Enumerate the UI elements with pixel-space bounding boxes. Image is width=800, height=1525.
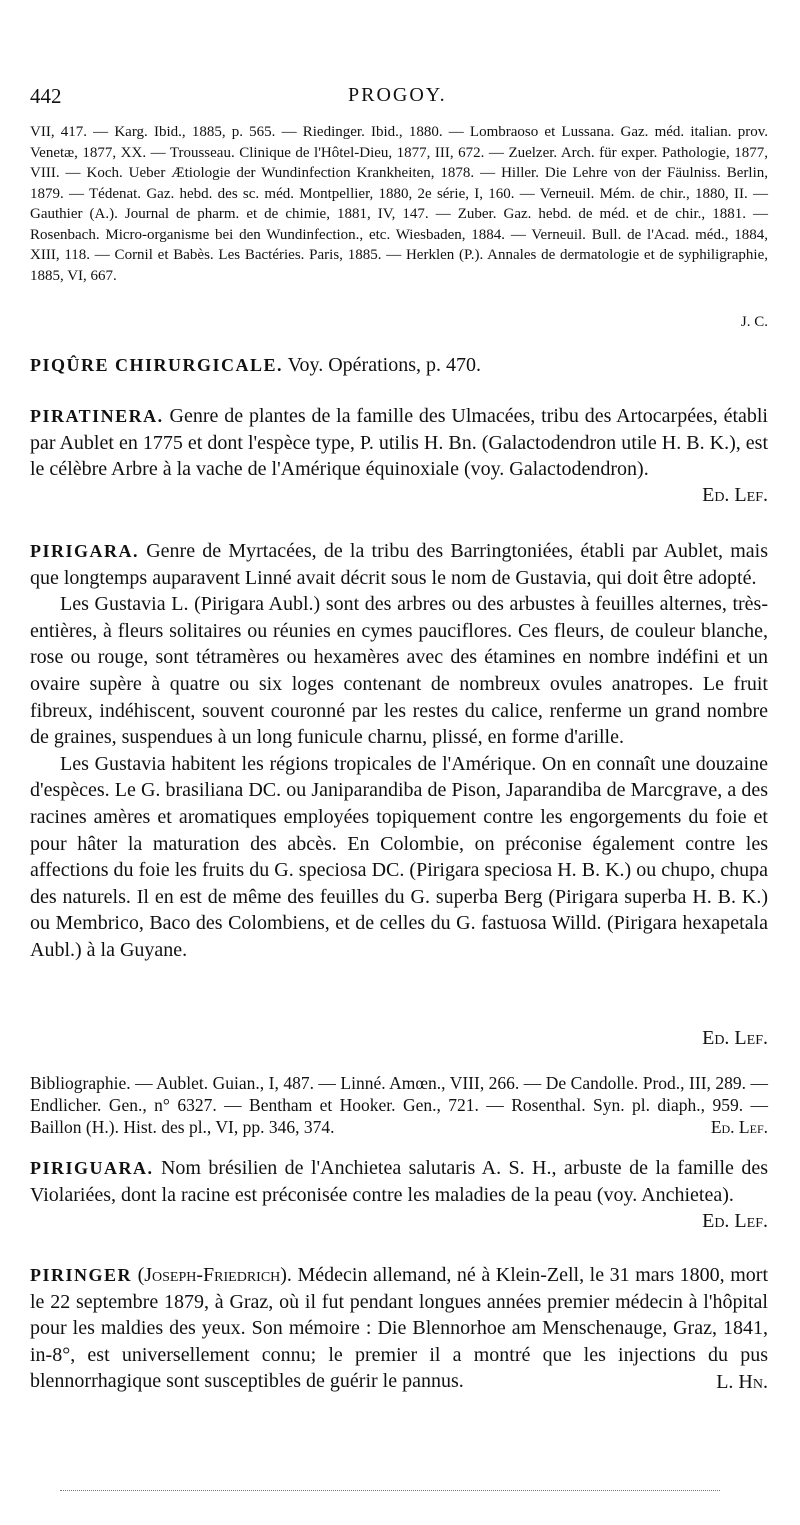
pirigara-p1-text: Genre de Myrtacées, de la tribu des Barringtoniées, établi par Aublet, mais que longtemps auparavent Linné avait décrit sous le nom de Gustavia, qui doit être adopté. <box>30 540 769 589</box>
piriguara-signature: Ed. Lef. <box>702 1210 768 1233</box>
entry-piratinera <box>30 403 768 509</box>
continuation-text: VII, 417. — Karg. Ibid., 1885, p. 565. — Riedinger. Ibid., 1880. — Lombraoso et Lussana. Gaz. méd. italian. prov. Venetæ, 1877, XX. — Trousseau. Clinique de l'Hôtel-Dieu, 1877, III, 672. — Zuelzer. Arch. für exper. Pathologie, 1877, VIII. — Koch. Ueber Ætiologie der Wundinfection Krankheiten, 1878. — Hiller. Die Lehre von der Fäulniss. Berlin, 1879. — Tédenat. Gaz. hebd. des sc. méd. Montpellier, 1880, 2e série, I, 160. — Verneuil. Mém. de chir., 1880, II. — Gauthier (A.). Journal de pharm. et de chimie, 1881, IV, 147. — Zuber. Gaz. hebd. de méd. et de chir., 1881. — Rosenbach. Micro-organisme bei den Wundinfection., etc. Wiesbaden, 1884. — Verneuil. Bull. de l'Acad. méd., 1884, XIII, 118. — Cornil et Babès. Les Bactéries. Paris, 1885. — Herklen (P.). Annales de dermatologie et de syphiligraphie, 1885, VI, 667. <box>30 124 768 284</box>
entry-piqure <box>30 352 768 379</box>
pirigara-bibliography <box>30 1072 768 1138</box>
continuation-bibliography <box>30 122 768 332</box>
entry-piriguara <box>30 1155 768 1235</box>
running-head: PROGOY. <box>348 84 447 106</box>
continuation-signature: J. C. <box>740 313 768 330</box>
entry-piqure-text: Voy. Opérations, p. 470. <box>287 354 481 376</box>
entry-pirigara <box>30 538 768 964</box>
piringer-name: (Joseph-Friedrich). <box>137 1264 292 1286</box>
headword-piringer: PIRINGER <box>30 1265 133 1285</box>
piratinera-signature: Ed. Lef. <box>702 484 768 507</box>
headword-piratinera: PIRATINERA. <box>30 406 164 426</box>
pirigara-paragraph-2: Les Gustavia L. (Pirigara Aubl.) sont des arbres ou des arbustes à feuilles alternes, très-entières, à fleurs solitaires ou réunies en cymes pauciflores. Ces fleurs, de couleur blanche, rose ou rouge, sont tétramères ou hexamères avec des étamines en nombre indéfini et un ovaire supère à quatre ou six loges contenant de nombreux ovules anatropes. Le fruit fibreux, indéhiscent, souvent couronné par les restes du calice, renferme un grand nombre de graines, suspendues à un long funicule charnu, plissé, en forme d'arille. <box>30 593 768 749</box>
pirigara-paragraph-3: Les Gustavia habitent les régions tropicales de l'Amérique. On en connaît une douzaine d'espèces. Le G. brasiliana DC. ou Janiparandiba de Pison, Japarandiba de Marcgrave, a des racines amères et aromatiques employées topiquement contre les engorgements du foie et pour hâter la maturation des abcès. En Colombie, on préconise également contre les affections du foie les fruits du G. speciosa DC. (Pirigara speciosa H. B. K.) ou chupo, chupa des naturels. Il en est de même des feuilles du G. superba Berg (Pirigara superba H. B. K.) ou Membrico, Baco des Colombiens, et de celles du G. fastuosa Willd. (Pirigara hexapetala Aubl.) à la Guyane. <box>30 752 768 961</box>
entry-piringer-text: Médecin allemand, né à Klein-Zell, le 31 mars 1800, mort le 22 septembre 1879, à Graz, où il fut pendant longues années premier médecin à l'hôpital pour les maldies des yeux. Son mémoire : Die Blennorhoe am Menschenauge, Graz, 1841, in-8°, est universellement connu; le premier il a montré que les injections du pus blennorrhagique sont susceptibles de guérir le pannus. <box>30 1264 769 1393</box>
entry-piriguara-text: Nom brésilien de l'Anchietea salutaris A. S. H., arbuste de la famille des Violariées, dont la racine est préconisée contre les maladies de la peau (voy. Anchietea). <box>30 1157 769 1206</box>
pirigara-biblio-signature: Ed. Lef. <box>710 1117 768 1137</box>
pirigara-signature: Ed. Lef. <box>702 1027 768 1050</box>
pirigara-biblio-text: Bibliographie. — Aublet. Guian., I, 487. — Linné. Amœn., VIII, 266. — De Candolle. Prod., III, 289. — Endlicher. Gen., n° 6327. — Bentham et Hooker. Gen., 721. — Rosenthal. Syn. pl. diaph., 959. — Baillon (H.). Hist. des pl., VI, pp. 346, 374. <box>30 1073 768 1137</box>
piringer-signature: L. Hn. <box>716 1371 768 1394</box>
headword-piqure: PIQÛRE CHIRURGICALE. <box>30 355 284 375</box>
headword-piriguara: PIRIGUARA. <box>30 1158 154 1178</box>
page-header <box>30 84 768 114</box>
footer-rule <box>60 1490 720 1491</box>
entry-piringer <box>30 1262 768 1396</box>
pirigara-signature-line <box>30 1026 768 1052</box>
headword-pirigara: PIRIGARA. <box>30 541 140 561</box>
page-number: 442 <box>30 84 62 108</box>
pirigara-paragraph-1 <box>30 538 768 591</box>
entry-piratinera-text: Genre de plantes de la famille des Ulmacées, tribu des Artocarpées, établi par Aublet en 1775 et dont l'espèce type, P. utilis H. Bn. (Galactodendron utile H. B. K.), est le célèbre Arbre à la vache de l'Amérique équinoxiale (voy. Galactodendron). <box>30 405 768 481</box>
